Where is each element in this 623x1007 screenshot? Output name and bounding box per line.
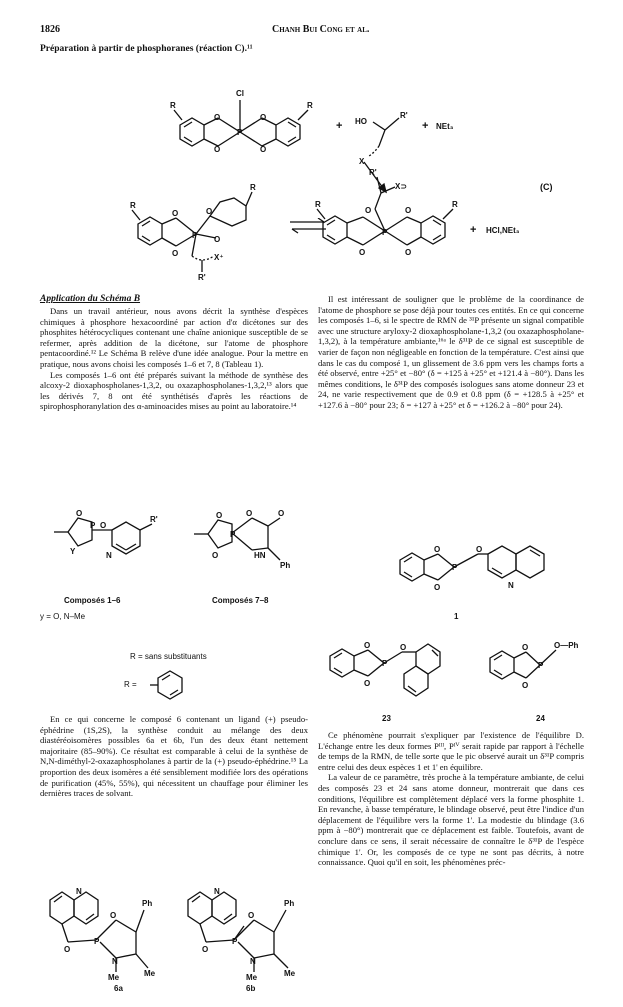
plus-sign-3: + [470, 224, 477, 236]
scheme-c-spirophosphorane [315, 165, 475, 265]
svg-text:X: X [359, 157, 365, 166]
reagent-triethylamine: NEt₃ [436, 122, 454, 131]
svg-text:O: O [434, 583, 441, 592]
svg-text:O: O [216, 511, 223, 520]
svg-text:O: O [214, 113, 221, 122]
svg-text:O: O [76, 509, 83, 518]
left-paragraph-2: Les composés 1–6 ont été préparés suivant la méthode de synthèse des alcoxy-2 dioxaphospholanes-1,3,2, ou oxazaphospholanes-1,3,2,¹³ alors que les dérivés 7, 8 ont été synthétisés d'après les réactions de spirophosphoranylation des α-aminoacides mises au point au laboratoire.¹⁴ [40, 369, 308, 412]
svg-text:O: O [172, 209, 179, 218]
svg-text:O: O [64, 945, 71, 954]
svg-text:P: P [538, 661, 544, 670]
section-heading-schema-b: Application du Schéma B [40, 294, 141, 304]
structure-r-substituent [148, 664, 198, 708]
svg-text:Me: Me [144, 969, 156, 978]
svg-text:Ph: Ph [284, 899, 295, 908]
svg-text:HO: HO [355, 117, 367, 126]
structure-compound-1 [392, 530, 562, 610]
svg-text:N: N [214, 887, 220, 896]
svg-text:P: P [382, 228, 388, 237]
svg-text:O: O [434, 545, 441, 554]
svg-text:P: P [192, 231, 198, 240]
left-paragraph-1: Dans un travail antérieur, nous avons décrit la synthèse d'espèces chimiques à phosphore hexacoordiné par action d'α dicétones sur des phosphites hétérocycliques contenant une chaîne anionique susceptible de se refermer, après addition de la dicétone, sur l'atome de phosphore pentacoordiné.¹² Le Schéma B relève d'une idée analogue. Pour la mettre en pratique, nous avons choisi les composés 1–6 et 7, 8 (Tableau 1). [40, 306, 308, 369]
label-compound-24: 24 [536, 714, 545, 723]
svg-text:P: P [452, 563, 458, 572]
svg-text:P: P [232, 937, 238, 946]
scheme-label-c: (C) [540, 182, 553, 192]
svg-text:N: N [112, 957, 118, 966]
svg-text:R: R [307, 101, 313, 110]
svg-text:R: R [315, 200, 321, 209]
svg-text:Me: Me [108, 973, 120, 980]
plus-sign-2: + [422, 120, 429, 132]
svg-text:R: R [170, 101, 176, 110]
caption-y-definition: y = O, N–Me [40, 612, 86, 621]
svg-text:O: O [246, 509, 253, 518]
caption-r-equals: R = [124, 680, 137, 689]
svg-text:O: O [214, 145, 221, 154]
svg-text:N: N [508, 581, 514, 590]
svg-text:O: O [110, 911, 117, 920]
label-compound-1: 1 [454, 612, 459, 621]
svg-text:N: N [106, 551, 112, 560]
svg-text:O: O [260, 113, 267, 122]
svg-text:R': R' [198, 273, 206, 282]
svg-text:R': R' [369, 168, 377, 177]
scheme-c-zwitterion [130, 172, 280, 282]
svg-text:X⁺: X⁺ [214, 253, 224, 262]
svg-text:P: P [94, 937, 100, 946]
svg-text:O: O [206, 207, 213, 216]
caption-r-definition: R = sans substituants [130, 652, 207, 661]
running-authors: Chanh Bui Cong et al. [272, 24, 370, 35]
structure-compound-24 [484, 636, 594, 696]
structure-compounds-1-6 [40, 500, 170, 590]
svg-text:O: O [212, 551, 219, 560]
svg-text:O: O [405, 206, 412, 215]
scheme-c-reactant-phosphorane [170, 80, 330, 160]
svg-text:O: O [400, 643, 407, 652]
svg-text:O: O [476, 545, 483, 554]
label-compound-6b: 6b [246, 984, 256, 993]
svg-text:Ph: Ph [280, 561, 291, 570]
svg-text:O: O [172, 249, 179, 258]
svg-text:N: N [76, 887, 82, 896]
svg-text:HN: HN [254, 551, 266, 560]
svg-text:O: O [359, 248, 366, 257]
label-compound-6a: 6a [114, 984, 123, 993]
page-number: 1826 [40, 24, 60, 35]
svg-text:O: O [405, 248, 412, 257]
svg-text:O: O [278, 509, 285, 518]
svg-text:Y: Y [70, 547, 76, 556]
svg-text:O: O [522, 681, 529, 690]
caption-compounds-1-6: Composés 1–6 [64, 596, 121, 605]
svg-text:P: P [230, 530, 236, 539]
structure-compound-23 [322, 630, 472, 710]
svg-text:X⊃: X⊃ [395, 182, 408, 191]
caption-compounds-7-8: Composés 7–8 [212, 596, 269, 605]
svg-text:P: P [90, 521, 96, 530]
svg-text:O: O [364, 641, 371, 650]
label-compound-23: 23 [382, 714, 391, 723]
svg-text:O: O [364, 679, 371, 688]
svg-text:O: O [248, 911, 255, 920]
structure-compounds-7-8 [180, 500, 310, 590]
svg-text:Me: Me [246, 973, 258, 980]
structure-compound-6b [178, 870, 308, 980]
svg-text:O—Ph: O—Ph [554, 641, 579, 650]
svg-text:R: R [130, 201, 136, 210]
svg-text:R: R [452, 200, 458, 209]
svg-text:R': R' [150, 515, 158, 524]
svg-text:P: P [382, 659, 388, 668]
svg-text:O: O [214, 235, 221, 244]
plus-sign: + [336, 120, 343, 132]
svg-text:O: O [202, 945, 209, 954]
svg-text:R: R [250, 183, 256, 192]
svg-text:O: O [100, 521, 107, 530]
right-paragraph-1: Il est intéressant de souligner que le problème de la coordinance de l'atome de phosphore se pose déjà pour toutes ces entités. En ce qui concerne les composés 1–6, si le spectre de RMN de ³¹P présente un signal compatible avec une structure aryloxy-2 dioxaphospholane-1,3,2 (ou oxazaphospholane-1,3,2), à la température ambiante,¹⁶ᵃ le δ³¹P de ce signal est susceptible de varier de façon non négligeable en fonction de la température. C'est ainsi que dans le cas du composé 1, un glissement de 3.6 ppm vers les champs forts a été observé, entre +25° et −80° (δ = +125 à +25° et +121.4 à −80°). Dans les mêmes conditions, le δ³¹P des composés isologues sans atome donneur 23 et 24, ne varie respectivement que de 0.9 et 0.8 ppm (δ = +128.5 à +25° et +127.6 à −80° pour 23; δ = +127 à +25° et δ = +126.2 à −80° pour 24). [318, 294, 584, 410]
svg-text:Ph: Ph [142, 899, 153, 908]
right-paragraph-2: Ce phénomène pourrait s'expliquer par l'existence de l'équilibre D. L'échange entre les deux formes Pᴵᴵᴵ, Pᴵⱽ serait rapide par rapport à l'échelle de temps de la RMN, de telle sorte que le pic observé aurait un δ³¹P compris entre celui des deux espèces 1 et 1' en équilibre. [318, 730, 584, 772]
section-intro-line: Préparation à partir de phosphoranes (réaction C).¹¹ [40, 44, 253, 54]
left-paragraph-3: En ce qui concerne le composé 6 contenant un ligand (+) pseudo-éphédrine (1S,2S), la synthèse conduit au mélange des deux diastéréoisomères possibles 6a et 6b, l'un des deux étant nettement majoritaire (85–90%). Ce résultat est comparable à celui de la synthèse de N,N-diméthyl-2-oxazaphospholanes à partir de la (+) pseudo-éphédrine.¹⁵ La proportion des deux isomères a été sensiblement modifiée lors des opérations de purification (45%, 55%), qui nécessitent un chauffage pour éliminer les dernières traces de solvant. [40, 714, 308, 799]
svg-text:O: O [260, 145, 267, 154]
svg-text:P: P [237, 128, 243, 137]
svg-text:O: O [522, 643, 529, 652]
svg-text:R': R' [400, 111, 408, 120]
svg-text:O: O [365, 206, 372, 215]
byproduct-hcl-net3: HCl,NEt₃ [486, 226, 520, 235]
structure-compound-6a [40, 870, 170, 980]
right-paragraph-3: La valeur de ce paramètre, très proche à la température ambiante, de celui des composés 23 et 24 sans atome donneur, montrerait que dans ces conditions, l'équilibre est complètement déplacé vers la forme phosphite 1. En revanche, à basse température, le blindage observé, peut être l'indice d'un déplacement de l'équilibre vers la forme 1'. La modestie du blindage (3.6 ppm à −80°) montrerait que ce déplacement est faible. Toutefois, avant de conclure dans ce sens, il serait nécessaire de connaître le δ³¹P de l'espèce chimique 1'. Or, les composés de ce type ne sont pas décrits, à notre connaissance. Quoi qu'il en soit, les phénomènes préc- [318, 772, 584, 868]
svg-text:Me: Me [284, 969, 296, 978]
svg-text:Cl: Cl [236, 89, 244, 98]
svg-text:N: N [250, 957, 256, 966]
